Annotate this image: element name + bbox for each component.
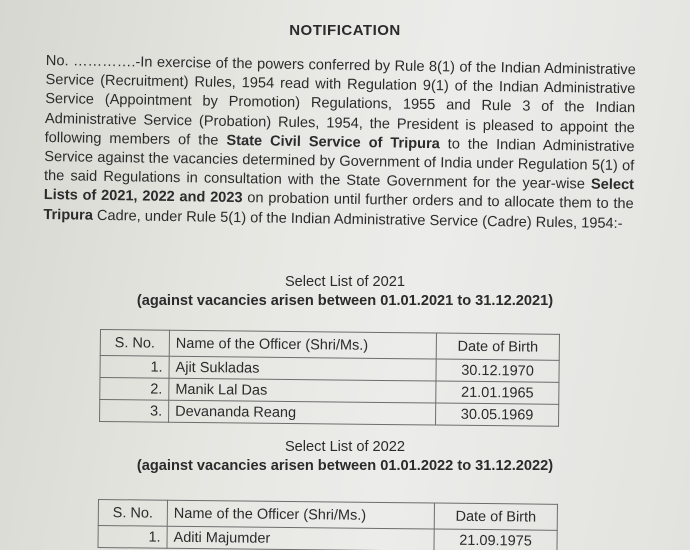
cell-sno: 3.	[100, 400, 169, 423]
table-row	[98, 526, 557, 550]
body-bold-select-lists: Select Lists of 2021, 2022 and 2023	[43, 176, 635, 207]
column-header-dob: Date of Birth	[436, 333, 559, 360]
column-header-name: Name of the Officer (Shri/Ms.)	[167, 500, 434, 529]
body-text-1: No. ………….-In exercise of the powers conferred by Rule 8(1) of the Indian Administrative Service (Recruitment) Rules, 1954 read with Regulation 9(1) of the Indian Administrative Service (Appointment by Promotion) Regulations, 1955 and Rule 3 of the Indian Administrative Service (Probation) Rules, 1954, the President is pleased to appoint the following members of the	[44, 52, 636, 149]
notification-title: NOTIFICATION	[289, 22, 401, 39]
select-list-title: Select List of 2021	[284, 274, 406, 290]
select-list-subtitle: (against vacancies arisen between 01.01.2022 to 31.12.2022)	[136, 458, 554, 474]
body-text-2: to the Indian Administrative Service against the vacancies determined by Government of India under Regulation 5(1) of the said Regulations in consultation with the State Government for the year-wise	[43, 136, 635, 193]
column-header-name: Name of the Officer (Shri/Ms.)	[169, 330, 436, 359]
cell-name: Manik Lal Das	[169, 378, 436, 403]
cell-dob: 30.12.1970	[436, 359, 559, 382]
select-list-2021-heading	[0, 273, 690, 311]
officers-table-2022	[97, 499, 557, 550]
column-header-sno: S. No.	[98, 500, 167, 527]
column-header-dob: Date of Birth	[434, 503, 557, 530]
column-header-sno: S. No.	[100, 330, 169, 357]
notification-body	[43, 52, 636, 234]
cell-dob: 21.09.1975	[434, 529, 557, 550]
cell-sno: 1.	[100, 356, 169, 379]
body-bold-state-civil-service: State Civil Service of Tripura	[226, 132, 440, 153]
cell-sno: 1.	[98, 526, 167, 549]
body-text-3: on probation until further orders and to allocate them to the	[242, 190, 634, 213]
officers-table-2021	[99, 329, 560, 427]
cell-sno: 2.	[100, 378, 169, 401]
cell-dob: 21.01.1965	[436, 381, 559, 404]
select-list-subtitle: (against vacancies arisen between 01.01.2021 to 31.12.2021)	[136, 293, 554, 309]
select-list-title: Select List of 2022	[284, 439, 406, 455]
body-bold-tripura: Tripura	[43, 206, 94, 224]
table-row	[100, 400, 559, 427]
body-text-4: Cadre, under Rule 5(1) of the Indian Administrative Service (Cadre) Rules, 1954:-	[92, 207, 623, 232]
cell-name: Ajit Sukladas	[169, 356, 436, 381]
cell-name: Devananda Reang	[169, 400, 436, 425]
cell-dob: 30.05.1969	[436, 403, 559, 426]
select-list-2022-heading	[0, 438, 690, 476]
cell-name: Aditi Majumder	[167, 526, 434, 550]
